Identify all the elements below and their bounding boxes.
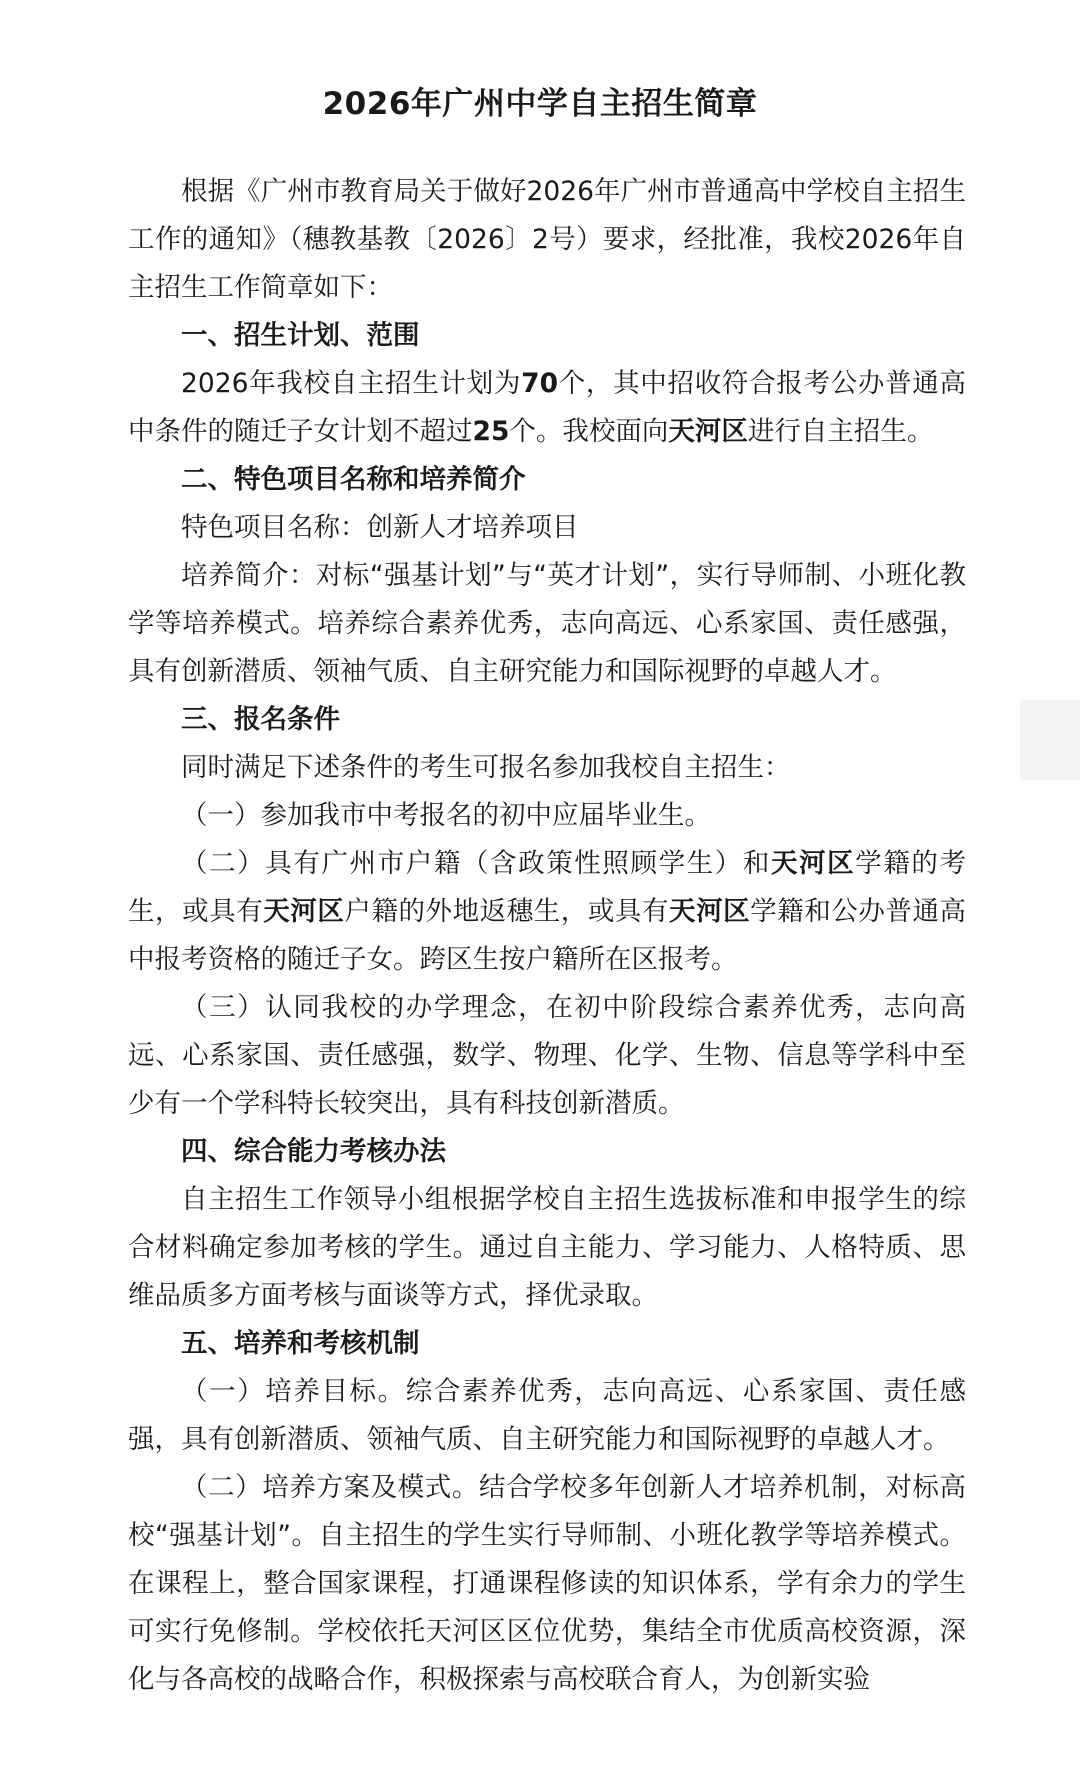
c2-text-b: 学籍的考生，或具有 <box>128 848 967 927</box>
s1-plan-count: 70 <box>521 368 559 399</box>
c2-text-d: 学籍和公办普通高中报考资格的随迁子女。跨区生按户籍所在区报考。 <box>128 896 967 975</box>
s1-text-1: 2026年我校自主招生计划为 <box>181 368 522 399</box>
intro-paragraph: 根据《广州市教育局关于做好2026年广州市普通高中学校自主招生工作的通知》（穗教基教〔2026〕2号）要求，经批准，我校2026年自主招生工作简章如下： <box>128 176 966 303</box>
section-heading-2: 二、特色项目名称和培养简介 <box>181 464 526 495</box>
document-body <box>128 168 966 1704</box>
condition-2 <box>128 840 966 984</box>
c2-text-a: （二）具有广州市户籍（含政策性照顾学生）和 <box>181 848 771 879</box>
section-1-paragraph <box>128 360 966 456</box>
project-name: 特色项目名称：创新人才培养项目 <box>181 512 579 543</box>
section-heading-5: 五、培养和考核机制 <box>181 1328 420 1359</box>
s1-migrant-count: 25 <box>472 416 510 447</box>
section-5-paragraph-2: （二）培养方案及模式。结合学校多年创新人才培养机制，对标高校“强基计划”。自主招生的学生实行导师制、小班化教学等培养模式。在课程上，整合国家课程，打通课程修读的知识体系，学有余力的学生可实行免修制。学校依托天河区区位优势，集结全市优质高校资源，深化与各高校的战略合作，积极探索与高校联合育人，为创新实验 <box>128 1472 966 1695</box>
section-heading-3: 三、报名条件 <box>181 704 340 735</box>
s1-text-4: 进行自主招生。 <box>747 416 934 447</box>
section-4-paragraph: 自主招生工作领导小组根据学校自主招生选拔标准和申报学生的综合材料确定参加考核的学生。通过自主能力、学习能力、人格特质、思维品质多方面考核与面谈等方式，择优录取。 <box>128 1184 966 1311</box>
s1-text-3: 个。我校面向 <box>509 416 669 447</box>
s1-text-2: 个，其中招收符合报考公办普通高中条件的随迁子女计划不超过 <box>128 368 966 447</box>
section-heading-4: 四、综合能力考核办法 <box>181 1136 446 1167</box>
document-title: 2026年广州中学自主招生简章 <box>322 86 758 122</box>
section-5-paragraph-1: （一）培养目标。综合素养优秀，志向高远、心系家国、责任感强，具有创新潜质、领袖气质、自主研究能力和国际视野的卓越人才。 <box>128 1376 966 1455</box>
section-heading-1: 一、招生计划、范围 <box>181 320 420 351</box>
condition-1: （一）参加我市中考报名的初中应届毕业生。 <box>181 800 711 831</box>
c2-district-2: 天河区 <box>263 896 345 927</box>
condition-3: （三）认同我校的办学理念，在初中阶段综合素养优秀，志向高远、心系家国、责任感强，数学、物理、化学、生物、信息等学科中至少有一个学科特长较突出，具有科技创新潜质。 <box>128 992 966 1119</box>
c2-district-3: 天河区 <box>669 896 751 927</box>
training-intro: 培养简介：对标“强基计划”与“英才计划”，实行导师制、小班化教学等培养模式。培养综合素养优秀，志向高远、心系家国、责任感强，具有创新潜质、领袖气质、自主研究能力和国际视野的卓越人才。 <box>128 560 966 687</box>
conditions-lead: 同时满足下述条件的考生可报名参加我校自主招生： <box>181 752 791 783</box>
c2-district-1: 天河区 <box>770 848 856 879</box>
c2-text-c: 户籍的外地返穗生，或具有 <box>344 896 670 927</box>
scan-edge-shading <box>1020 700 1080 780</box>
s1-district: 天河区 <box>668 416 748 447</box>
